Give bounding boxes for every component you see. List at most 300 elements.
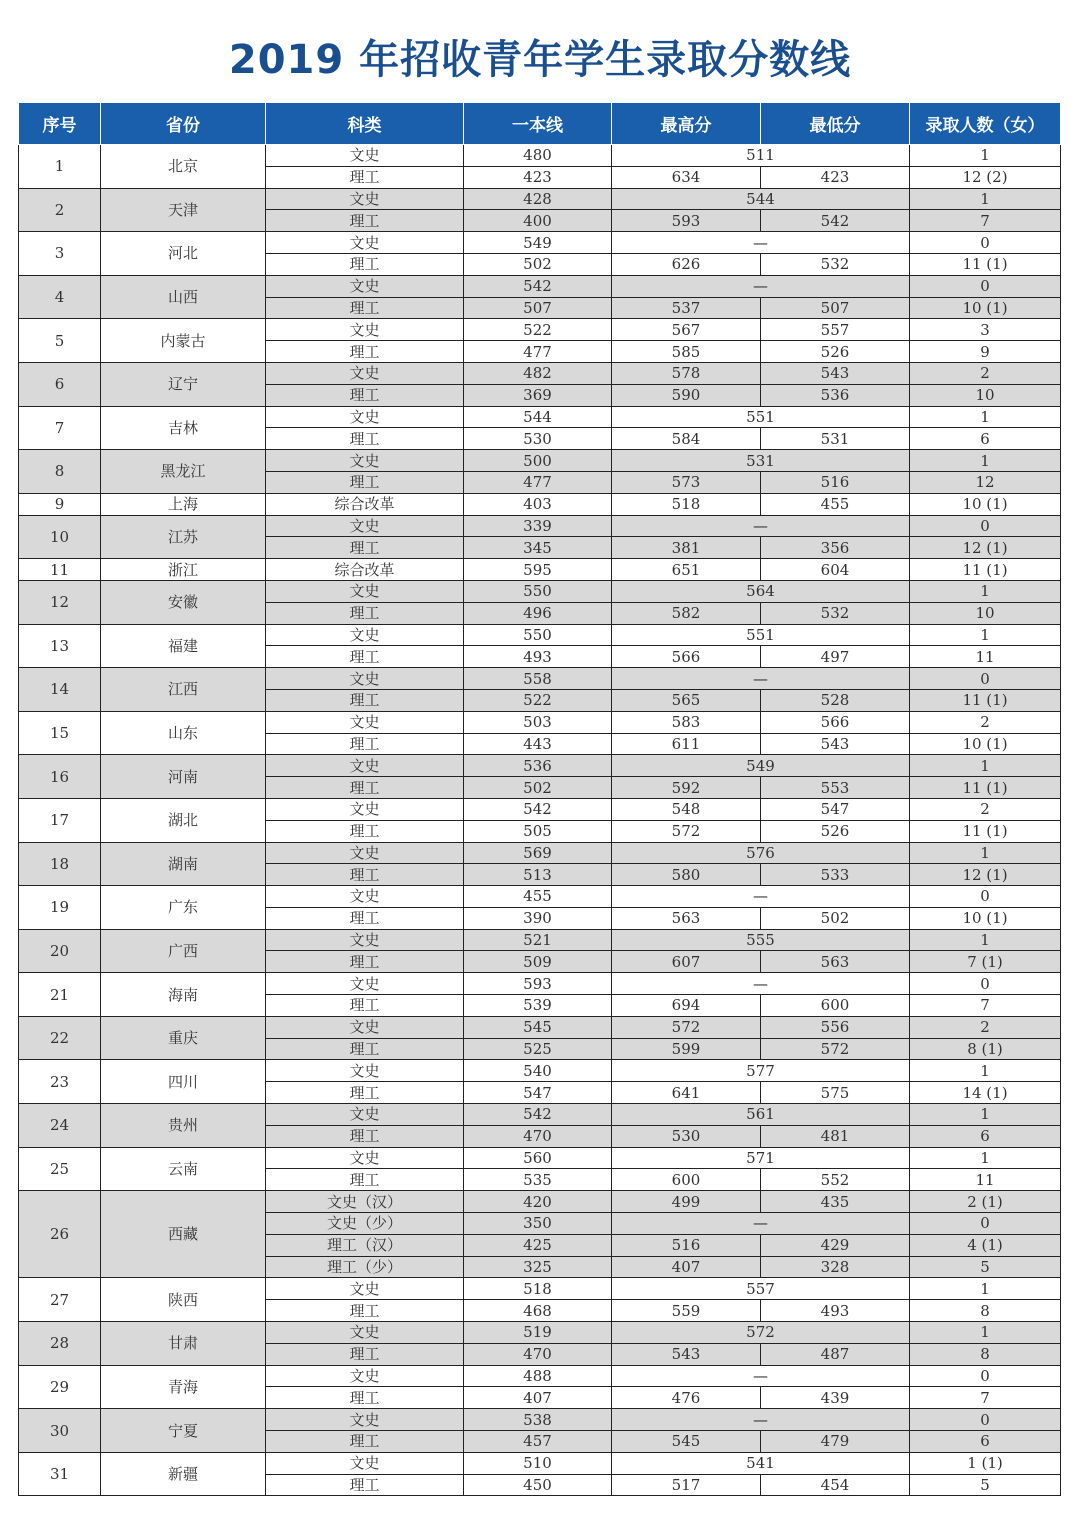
subject-type: 理工	[266, 820, 464, 842]
score-none-dash: —	[612, 1365, 910, 1387]
province-name: 重庆	[101, 1016, 266, 1060]
min-score: 487	[761, 1343, 910, 1365]
max-score: 565	[612, 689, 761, 711]
subject-type: 理工	[266, 907, 464, 929]
max-score: 573	[612, 471, 761, 493]
min-score: 356	[761, 537, 910, 559]
score-none-dash: —	[612, 1409, 910, 1431]
table-row	[19, 711, 1061, 733]
subject-type: 文史（少）	[266, 1213, 464, 1235]
table-row	[19, 624, 1061, 646]
province-name: 辽宁	[101, 362, 266, 406]
subject-type: 文史	[266, 580, 464, 602]
score-merged: 531	[612, 450, 910, 472]
first-tier-line: 482	[464, 362, 612, 384]
subject-type: 理工	[266, 428, 464, 450]
first-tier-line: 369	[464, 384, 612, 406]
admitted-count: 1	[910, 624, 1061, 646]
first-tier-line: 455	[464, 886, 612, 908]
subject-type: 文史	[266, 319, 464, 341]
subject-type: 文史	[266, 1278, 464, 1300]
row-number: 4	[19, 275, 101, 319]
first-tier-line: 480	[464, 145, 612, 167]
row-number: 11	[19, 559, 101, 581]
admitted-count: 10 (1)	[910, 733, 1061, 755]
province-name: 上海	[101, 493, 266, 515]
first-tier-line: 530	[464, 428, 612, 450]
max-score: 566	[612, 646, 761, 668]
min-score: 502	[761, 907, 910, 929]
row-number: 19	[19, 886, 101, 930]
first-tier-line: 507	[464, 297, 612, 319]
province-name: 江西	[101, 668, 266, 712]
row-number: 27	[19, 1278, 101, 1322]
table-row	[19, 798, 1061, 820]
max-score: 584	[612, 428, 761, 450]
admitted-count: 11 (1)	[910, 253, 1061, 275]
subject-type: 理工	[266, 689, 464, 711]
subject-type: 文史	[266, 973, 464, 995]
admission-score-table	[18, 102, 1061, 1496]
subject-type: 文史	[266, 145, 464, 167]
admitted-count: 2	[910, 798, 1061, 820]
first-tier-line: 428	[464, 188, 612, 210]
admitted-count: 0	[910, 515, 1061, 537]
subject-type: 理工	[266, 1038, 464, 1060]
first-tier-line: 325	[464, 1256, 612, 1278]
subject-type: 综合改革	[266, 493, 464, 515]
admitted-count: 6	[910, 1431, 1061, 1453]
admitted-count: 8	[910, 1300, 1061, 1322]
province-name: 湖北	[101, 798, 266, 842]
score-merged: 544	[612, 188, 910, 210]
min-score: 533	[761, 864, 910, 886]
first-tier-line: 345	[464, 537, 612, 559]
max-score: 516	[612, 1234, 761, 1256]
min-score: 532	[761, 602, 910, 624]
admitted-count: 0	[910, 1365, 1061, 1387]
max-score: 590	[612, 384, 761, 406]
province-name: 天津	[101, 188, 266, 232]
min-score: 429	[761, 1234, 910, 1256]
subject-type: 理工	[266, 384, 464, 406]
first-tier-line: 509	[464, 951, 612, 973]
subject-type: 文史	[266, 275, 464, 297]
min-score: 435	[761, 1191, 910, 1213]
max-score: 600	[612, 1169, 761, 1191]
first-tier-line: 545	[464, 1016, 612, 1038]
admitted-count: 11	[910, 646, 1061, 668]
row-number: 10	[19, 515, 101, 559]
min-score: 328	[761, 1256, 910, 1278]
max-score: 607	[612, 951, 761, 973]
first-tier-line: 535	[464, 1169, 612, 1191]
page-title: 2019 年招收青年学生录取分数线	[228, 37, 852, 83]
table-row	[19, 886, 1061, 908]
subject-type: 理工	[266, 1169, 464, 1191]
first-tier-line: 425	[464, 1234, 612, 1256]
province-name: 海南	[101, 973, 266, 1017]
min-score: 553	[761, 777, 910, 799]
admitted-count: 12 (1)	[910, 537, 1061, 559]
admitted-count: 11 (1)	[910, 820, 1061, 842]
admitted-count: 1	[910, 406, 1061, 428]
header-province: 省份	[101, 103, 266, 145]
score-none-dash: —	[612, 1213, 910, 1235]
row-number: 1	[19, 145, 101, 189]
min-score: 543	[761, 733, 910, 755]
score-none-dash: —	[612, 668, 910, 690]
min-score: 543	[761, 362, 910, 384]
score-merged: 511	[612, 145, 910, 167]
admitted-count: 1	[910, 1278, 1061, 1300]
subject-type: 理工	[266, 1431, 464, 1453]
row-number: 13	[19, 624, 101, 668]
subject-type: 文史	[266, 668, 464, 690]
first-tier-line: 550	[464, 624, 612, 646]
admitted-count: 2 (1)	[910, 1191, 1061, 1213]
admitted-count: 14 (1)	[910, 1082, 1061, 1104]
max-score: 611	[612, 733, 761, 755]
score-merged: 557	[612, 1278, 910, 1300]
max-score: 585	[612, 341, 761, 363]
min-score: 572	[761, 1038, 910, 1060]
score-merged: 577	[612, 1060, 910, 1082]
min-score: 604	[761, 559, 910, 581]
subject-type: 理工	[266, 1387, 464, 1409]
admitted-count: 5	[910, 1474, 1061, 1496]
first-tier-line: 539	[464, 995, 612, 1017]
subject-type: 文史	[266, 929, 464, 951]
admitted-count: 7 (1)	[910, 951, 1061, 973]
row-number: 21	[19, 973, 101, 1017]
admitted-count: 1	[910, 1104, 1061, 1126]
admitted-count: 7	[910, 1387, 1061, 1409]
table-row	[19, 450, 1061, 472]
max-score: 593	[612, 210, 761, 232]
table-row	[19, 232, 1061, 254]
province-name: 甘肃	[101, 1322, 266, 1366]
score-none-dash: —	[612, 886, 910, 908]
row-number: 30	[19, 1409, 101, 1453]
table-row	[19, 1191, 1061, 1213]
subject-type: 文史	[266, 1104, 464, 1126]
row-number: 29	[19, 1365, 101, 1409]
admitted-count: 11 (1)	[910, 689, 1061, 711]
first-tier-line: 593	[464, 973, 612, 995]
first-tier-line: 510	[464, 1452, 612, 1474]
row-number: 8	[19, 450, 101, 494]
min-score: 528	[761, 689, 910, 711]
admitted-count: 4 (1)	[910, 1234, 1061, 1256]
table-header-row	[19, 103, 1061, 145]
max-score: 559	[612, 1300, 761, 1322]
min-score: 516	[761, 471, 910, 493]
province-name: 湖南	[101, 842, 266, 886]
subject-type: 文史	[266, 1060, 464, 1082]
subject-type: 理工	[266, 537, 464, 559]
min-score: 552	[761, 1169, 910, 1191]
table-row	[19, 1409, 1061, 1431]
min-score: 497	[761, 646, 910, 668]
first-tier-line: 468	[464, 1300, 612, 1322]
max-score: 381	[612, 537, 761, 559]
max-score: 407	[612, 1256, 761, 1278]
province-name: 广西	[101, 929, 266, 973]
score-none-dash: —	[612, 275, 910, 297]
subject-type: 文史	[266, 755, 464, 777]
header-first-tier-line: 一本线	[464, 103, 612, 145]
province-name: 陕西	[101, 1278, 266, 1322]
subject-type: 理工	[266, 1474, 464, 1496]
row-number: 20	[19, 929, 101, 973]
table-row	[19, 1060, 1061, 1082]
province-name: 山西	[101, 275, 266, 319]
min-score: 479	[761, 1431, 910, 1453]
min-score: 439	[761, 1387, 910, 1409]
province-name: 四川	[101, 1060, 266, 1104]
province-name: 福建	[101, 624, 266, 668]
admitted-count: 0	[910, 973, 1061, 995]
header-max-score: 最高分	[612, 103, 761, 145]
max-score: 582	[612, 602, 761, 624]
admitted-count: 1	[910, 929, 1061, 951]
admitted-count: 1	[910, 1147, 1061, 1169]
max-score: 543	[612, 1343, 761, 1365]
admitted-count: 6	[910, 428, 1061, 450]
province-name: 贵州	[101, 1104, 266, 1148]
score-merged: 571	[612, 1147, 910, 1169]
max-score: 530	[612, 1125, 761, 1147]
table-row	[19, 1104, 1061, 1126]
max-score: 578	[612, 362, 761, 384]
subject-type: 理工（少）	[266, 1256, 464, 1278]
max-score: 651	[612, 559, 761, 581]
table-row	[19, 493, 1061, 515]
admitted-count: 10	[910, 602, 1061, 624]
subject-type: 理工	[266, 297, 464, 319]
first-tier-line: 519	[464, 1322, 612, 1344]
subject-type: 文史	[266, 1365, 464, 1387]
max-score: 545	[612, 1431, 761, 1453]
subject-type: 理工	[266, 471, 464, 493]
table-row	[19, 319, 1061, 341]
score-merged: 541	[612, 1452, 910, 1474]
subject-type: 综合改革	[266, 559, 464, 581]
first-tier-line: 390	[464, 907, 612, 929]
admitted-count: 10	[910, 384, 1061, 406]
row-number: 23	[19, 1060, 101, 1104]
score-merged: 555	[612, 929, 910, 951]
row-number: 16	[19, 755, 101, 799]
first-tier-line: 477	[464, 341, 612, 363]
province-name: 新疆	[101, 1452, 266, 1496]
table-row	[19, 580, 1061, 602]
score-merged: 576	[612, 842, 910, 864]
row-number: 17	[19, 798, 101, 842]
min-score: 526	[761, 820, 910, 842]
province-name: 黑龙江	[101, 450, 266, 494]
min-score: 481	[761, 1125, 910, 1147]
first-tier-line: 503	[464, 711, 612, 733]
province-name: 内蒙古	[101, 319, 266, 363]
admitted-count: 7	[910, 995, 1061, 1017]
subject-type: 理工	[266, 864, 464, 886]
province-name: 江苏	[101, 515, 266, 559]
first-tier-line: 521	[464, 929, 612, 951]
max-score: 499	[612, 1191, 761, 1213]
max-score: 518	[612, 493, 761, 515]
first-tier-line: 549	[464, 232, 612, 254]
admitted-count: 2	[910, 711, 1061, 733]
admitted-count: 11 (1)	[910, 777, 1061, 799]
table-row	[19, 1365, 1061, 1387]
subject-type: 理工	[266, 646, 464, 668]
admitted-count: 1 (1)	[910, 1452, 1061, 1474]
header-no: 序号	[19, 103, 101, 145]
admitted-count: 8	[910, 1343, 1061, 1365]
subject-type: 文史	[266, 711, 464, 733]
admitted-count: 0	[910, 275, 1061, 297]
max-score: 572	[612, 820, 761, 842]
admitted-count: 2	[910, 362, 1061, 384]
table-body	[19, 145, 1061, 1496]
row-number: 22	[19, 1016, 101, 1060]
max-score: 599	[612, 1038, 761, 1060]
score-none-dash: —	[612, 515, 910, 537]
first-tier-line: 595	[464, 559, 612, 581]
score-merged: 549	[612, 755, 910, 777]
first-tier-line: 470	[464, 1343, 612, 1365]
province-name: 河南	[101, 755, 266, 799]
admitted-count: 10 (1)	[910, 493, 1061, 515]
first-tier-line: 420	[464, 1191, 612, 1213]
subject-type: 文史	[266, 1409, 464, 1431]
min-score: 575	[761, 1082, 910, 1104]
row-number: 26	[19, 1191, 101, 1278]
max-score: 537	[612, 297, 761, 319]
province-name: 吉林	[101, 406, 266, 450]
subject-type: 文史	[266, 1452, 464, 1474]
subject-type: 文史	[266, 886, 464, 908]
subject-type: 文史	[266, 624, 464, 646]
max-score: 548	[612, 798, 761, 820]
table-row	[19, 973, 1061, 995]
first-tier-line: 339	[464, 515, 612, 537]
table-row	[19, 1016, 1061, 1038]
score-merged: 561	[612, 1104, 910, 1126]
first-tier-line: 550	[464, 580, 612, 602]
max-score: 476	[612, 1387, 761, 1409]
first-tier-line: 502	[464, 777, 612, 799]
province-name: 河北	[101, 232, 266, 276]
first-tier-line: 518	[464, 1278, 612, 1300]
subject-type: 理工	[266, 166, 464, 188]
admitted-count: 1	[910, 755, 1061, 777]
max-score: 583	[612, 711, 761, 733]
first-tier-line: 544	[464, 406, 612, 428]
admitted-count: 5	[910, 1256, 1061, 1278]
province-name: 浙江	[101, 559, 266, 581]
row-number: 5	[19, 319, 101, 363]
subject-type: 理工	[266, 253, 464, 275]
admitted-count: 8 (1)	[910, 1038, 1061, 1060]
table-row	[19, 668, 1061, 690]
admitted-count: 7	[910, 210, 1061, 232]
subject-type: 文史	[266, 515, 464, 537]
admitted-count: 2	[910, 1016, 1061, 1038]
admitted-count: 10 (1)	[910, 297, 1061, 319]
first-tier-line: 505	[464, 820, 612, 842]
row-number: 6	[19, 362, 101, 406]
first-tier-line: 350	[464, 1213, 612, 1235]
row-number: 24	[19, 1104, 101, 1148]
first-tier-line: 540	[464, 1060, 612, 1082]
admitted-count: 1	[910, 450, 1061, 472]
subject-type: 理工	[266, 602, 464, 624]
province-name: 青海	[101, 1365, 266, 1409]
admitted-count: 9	[910, 341, 1061, 363]
row-number: 25	[19, 1147, 101, 1191]
first-tier-line: 500	[464, 450, 612, 472]
subject-type: 理工（汉）	[266, 1234, 464, 1256]
first-tier-line: 522	[464, 319, 612, 341]
table-row	[19, 1147, 1061, 1169]
table-row	[19, 515, 1061, 537]
max-score: 626	[612, 253, 761, 275]
first-tier-line: 470	[464, 1125, 612, 1147]
first-tier-line: 547	[464, 1082, 612, 1104]
header-min-score: 最低分	[761, 103, 910, 145]
min-score: 493	[761, 1300, 910, 1322]
admitted-count: 1	[910, 1322, 1061, 1344]
first-tier-line: 443	[464, 733, 612, 755]
table-row	[19, 145, 1061, 167]
max-score: 572	[612, 1016, 761, 1038]
first-tier-line: 542	[464, 798, 612, 820]
subject-type: 理工	[266, 341, 464, 363]
first-tier-line: 403	[464, 493, 612, 515]
row-number: 2	[19, 188, 101, 232]
subject-type: 理工	[266, 210, 464, 232]
first-tier-line: 542	[464, 275, 612, 297]
first-tier-line: 558	[464, 668, 612, 690]
score-merged: 551	[612, 406, 910, 428]
row-number: 3	[19, 232, 101, 276]
score-merged: 564	[612, 580, 910, 602]
row-number: 31	[19, 1452, 101, 1496]
first-tier-line: 542	[464, 1104, 612, 1126]
first-tier-line: 522	[464, 689, 612, 711]
province-name: 西藏	[101, 1191, 266, 1278]
admitted-count: 1	[910, 580, 1061, 602]
table-row	[19, 1452, 1061, 1474]
table-row	[19, 188, 1061, 210]
admitted-count: 12	[910, 471, 1061, 493]
admitted-count: 12 (1)	[910, 864, 1061, 886]
subject-type: 文史（汉）	[266, 1191, 464, 1213]
first-tier-line: 536	[464, 755, 612, 777]
table-row	[19, 1278, 1061, 1300]
province-name: 北京	[101, 145, 266, 189]
min-score: 532	[761, 253, 910, 275]
admitted-count: 12 (2)	[910, 166, 1061, 188]
table-row	[19, 406, 1061, 428]
admitted-count: 11	[910, 1169, 1061, 1191]
province-name: 云南	[101, 1147, 266, 1191]
max-score: 567	[612, 319, 761, 341]
province-name: 山东	[101, 711, 266, 755]
